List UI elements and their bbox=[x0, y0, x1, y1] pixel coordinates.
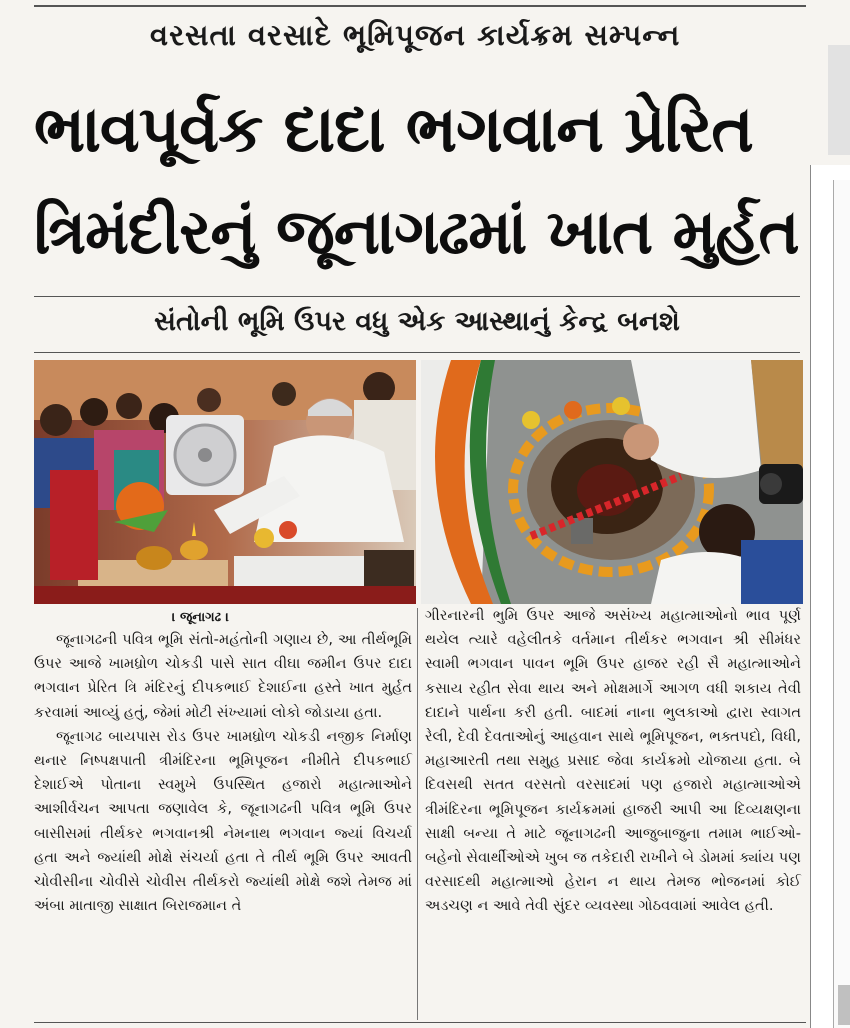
left-paragraph-2: જૂનાગઢ બાયપાસ રોડ ઉપર ખામધ્રોળ ચોકડી નજીક નિર્માણ થનાર નિષ્પક્ષપાતી ત્રીમંદિરના ભૂમિપૂજન નીમીતે દીપકભાઈ દેશાઈએ પોતાના સ્વમુખે ઉપસ્થિત હજારો મહાત્માઓને આશીર્વચન આપતા જણાવેલ કે, જૂનાગઢની પવિત્ર ભૂમિ ઉપર બાસીસમાં તીર્થકર ભગવાનશ્રી નેમનાથ ભગવાન જ્યાં વિચર્યા હતા અને જ્યાંથી મોક્ષે સંચર્યા હતા તે તીર્થ ભૂમિ ઉપર આવતી ચોવીસીના ચોવીસે ચોવીસ તીર્થકરો જ્યાંથી મોક્ષે જશે તેમજ માં અંબા માતાજી સાક્ષાત બિરાજમાન તે bbox=[34, 727, 412, 915]
top-rule bbox=[34, 5, 806, 7]
subheadline: સંતોની ભૂમિ ઉપર વધુ એક આસ્થાનું કેન્દ્ર બનશે bbox=[154, 306, 680, 337]
column-divider bbox=[417, 608, 418, 1020]
kicker-headline: વરસતા વરસાદે ભૂમિપૂજન કાર્યક્રમ સમ્પન્ન bbox=[150, 18, 681, 52]
headline-line-1: ભાવપૂર્વક દાદા ભગવાન પ્રેરિત bbox=[34, 93, 753, 167]
subhead-rule-top bbox=[34, 296, 800, 297]
adjacent-page-block bbox=[828, 45, 850, 155]
dateline: । જૂનાગઢ । bbox=[172, 610, 230, 625]
left-paragraph-1: જૂનાગઢની પવિત્ર ભૂમિ સંતો-મહંતોની ગણાય છે, આ તીર્થભૂમિ ઉપર આજે ખામધ્રોળ ચોકડી પાસે સાત વીઘા જમીન ઉપર દાદા ભગવાન પ્રેરિત ત્રિ મંદિરનું દીપકભાઈ દેશાઈના હસ્તે ખાત મુર્હત કરવામાં આવ્યું હતું, જેમાં મોટી સંખ્યામાં લોકો જોડાયા હતા. bbox=[34, 631, 412, 721]
bottom-rule bbox=[34, 1022, 806, 1023]
headline-line-2: ત્રિમંદીરનું જૂનાગઢમાં ખાત મુર્હત bbox=[34, 195, 799, 268]
adjacent-page-inner bbox=[833, 180, 850, 1028]
adjacent-page-mark bbox=[838, 985, 850, 1025]
article-left-column bbox=[34, 628, 412, 1026]
photo-foundation-pit bbox=[421, 360, 803, 604]
article-right-column bbox=[425, 604, 801, 1024]
right-paragraph-1: ગીરનારની ભુમિ ઉપર આજે અસંખ્ય મહાત્માઓનો ભાવ પૂર્ણ થયેલ ત્યારે વહેલીતકે વર્તમાન તીર્થકર ભગવાન શ્રી સીમંધર સ્વામી ભગવાન પાવન ભૂમિ ઉપર હાજર રહી સૈ મહાત્માઓને કસાય રહીત સેવા થાય અને મોક્ષમાર્ગે આગળ વધી શકાય તેવી દાદાને પાર્થના કરી હતી. બાદમાં નાના ભુલકાઓ દ્વારા સ્વાગત રેલી, દેવી દેવતાઓનું આહવાન સાથે ભૂમિપૂજન, ભક્તપદો, વિધી, મહાઆરતી તથા સમુહ પ્રસાદ જેવા કાર્યક્રમો યોજાયા હતા. બે દિવસથી સતત વરસતો વરસાદમાં પણ હજારો મહાત્માઓએ ત્રીમંદિરના ભૂમિપૂજન કાર્યક્રમમાં હાજરી આપી આ દિવ્યક્ષણના સાક્ષી બન્યા તે માટે જૂનાગઢની આજુબાજુના તમામ ભાઈઓ-બહેનો સેવાર્થીઓએ ખુબ જ તકેદારી રાખીને બે ડોમમાં ક્યાંય પણ વરસાદથી મહાત્માઓ હેરાન ન થાય તેમજ ભોજનમાં કોઈ અડચણ ન આવે તેવી સુંદર વ્યવસ્થા ગોઠવવામાં આવેલ હતી. bbox=[425, 607, 801, 915]
photo-puja-ceremony bbox=[34, 360, 416, 604]
subhead-rule-bottom bbox=[34, 352, 800, 353]
